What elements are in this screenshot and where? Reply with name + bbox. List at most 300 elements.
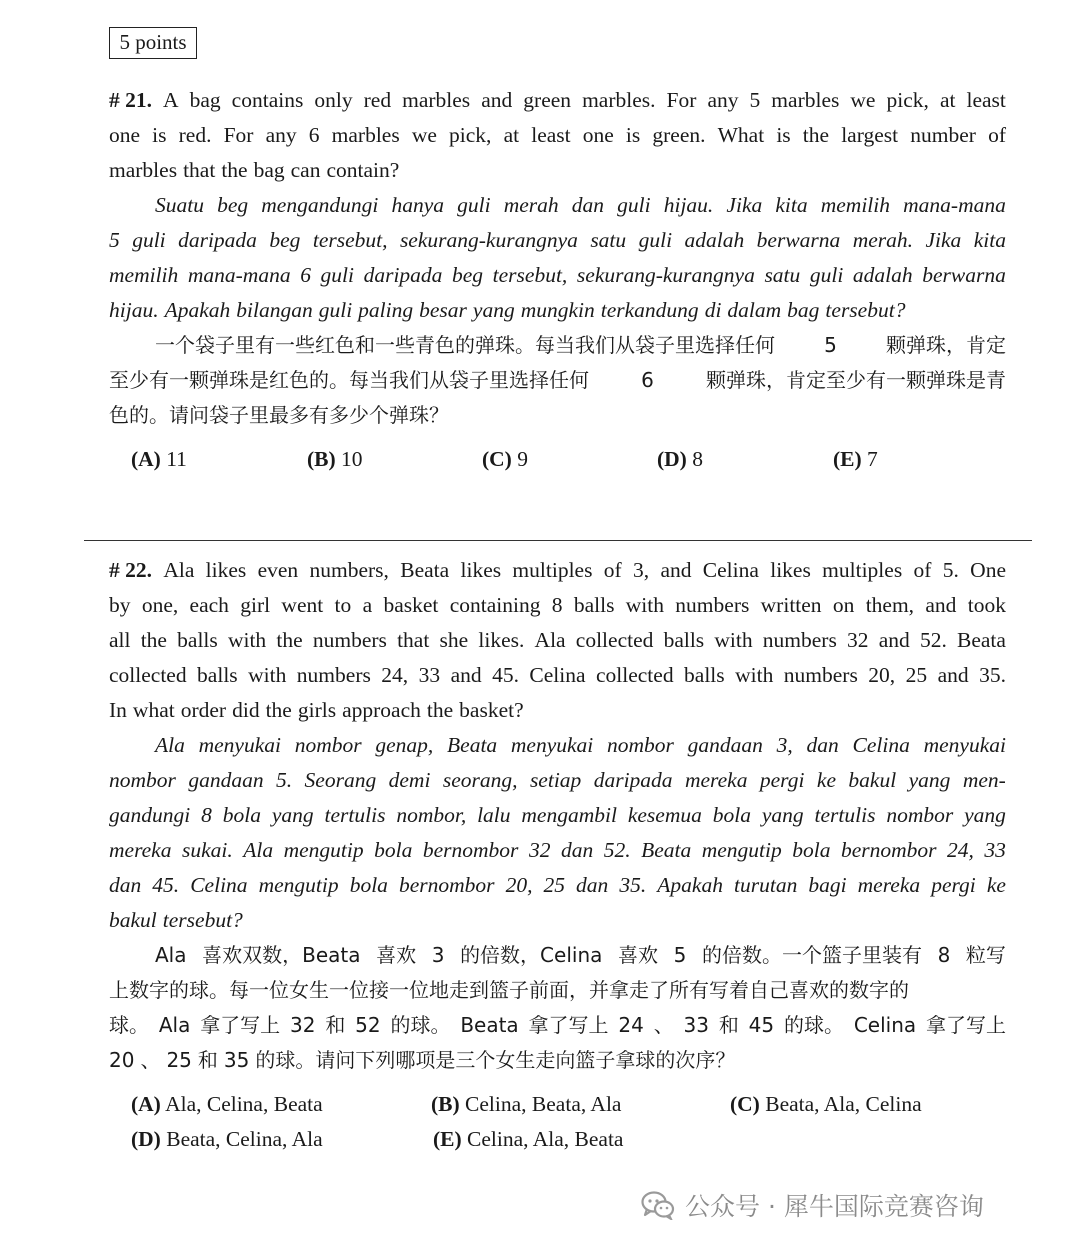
word: Beata [641,838,692,862]
word: marbles. [582,88,656,112]
word: balls [684,663,725,687]
q22-ms-line [109,870,1006,900]
word: 8 [937,943,951,967]
q22-choice-a [131,1089,323,1119]
word: is [625,123,641,147]
word: did [232,698,260,722]
word: numbers [675,593,750,617]
word: all [109,628,131,652]
word: In [109,698,127,722]
word: 6 [308,123,320,147]
word: Beata [447,733,498,757]
word: hijau. [663,193,714,217]
word: terkandung [600,298,699,322]
word: with [227,628,267,652]
word: Ala [155,943,187,967]
word: 8 [551,593,563,617]
word: Celina [190,873,248,897]
word: One [970,558,1006,582]
word: 24, [947,838,974,862]
word: 25 [166,1048,192,1072]
choice-label: (B) [431,1092,460,1116]
word: marbles [771,88,840,112]
word: paling [358,298,414,322]
word: 25 [543,873,565,897]
word: demi [388,768,431,792]
watermark [641,1183,984,1227]
word: any [707,88,739,112]
word: mengutip [258,873,339,897]
choice-text: 9 [517,447,528,471]
word: at [939,88,956,112]
q22-zh-line [109,1010,1006,1040]
word: menyukai [923,733,1006,757]
word: beg [269,228,301,252]
word: memilih [109,263,179,287]
word: kesemua [627,803,702,827]
q22-choice-b [431,1089,621,1119]
word: likes. [478,628,525,652]
choice-text: Ala, Celina, Beata [165,1092,323,1116]
word: Jika [726,193,763,217]
word: can [290,158,321,182]
q22-ms-line [109,905,1006,935]
word: bakul [109,908,157,932]
word: green. [652,123,706,147]
q22-ms-line [109,835,1006,865]
word: beg [452,263,484,287]
word: we [850,88,876,112]
word: 3 [431,943,445,967]
word: contain? [326,158,400,182]
word: berwarna [756,228,841,252]
word: nombor, [396,803,467,827]
word: mereka [684,768,748,792]
word: guli [318,298,353,322]
word: 的球。 [783,1013,844,1037]
word: bola [712,803,751,827]
word: number [910,123,976,147]
word: the [802,123,830,147]
word: 3, [776,733,793,757]
word: turutan [734,873,798,897]
word: 32 [847,628,869,652]
word: seorang, [442,768,518,792]
word: any [265,123,297,147]
word: 3, [633,558,650,582]
word: multiples [512,558,593,582]
word: that [183,158,216,182]
word: a [362,593,373,617]
word: one, [141,593,179,617]
word: 色的。请问袋子里最多有多少个弹珠？ [109,403,449,427]
q22-zh-line [109,975,1006,1005]
word: 5. [276,768,293,792]
choice-label: (E) [833,447,862,471]
word: she [439,628,469,652]
word: menyukai [198,733,281,757]
word: satu [590,228,627,252]
word: guli [638,228,673,252]
word: sukai. [181,838,233,862]
word: 、 [140,1048,161,1072]
choice-label: (A) [131,447,161,471]
word: likes [460,558,502,582]
choice-label: (D) [657,447,687,471]
word: daripada [363,263,443,287]
word: dan [560,838,594,862]
word: What [717,123,765,147]
q21-zh-line [109,400,1006,430]
word: dan [806,733,839,757]
question-divider [84,540,1032,541]
q22-en-line [109,590,1006,620]
word: 45. [492,663,519,687]
word: 52 [355,1013,381,1037]
word: 45. [152,873,180,897]
q22-number: # 22. [109,558,152,582]
word: yang [271,803,314,827]
word: lalu [477,803,511,827]
q21-ms-line [109,260,1006,290]
word: 的倍数，Celina [460,943,603,967]
word: 32 [528,838,551,862]
word: marbles [402,88,471,112]
word: even [257,558,299,582]
word: bag [189,88,221,112]
word: besar [419,298,467,322]
word: with [735,663,774,687]
word: numbers [762,628,837,652]
word: mana-mana [187,263,291,287]
word: numbers [296,663,371,687]
word: 33 [683,1013,709,1037]
word: 的球。请问下列哪项是三个女生走向篮子拿球的次序？ [255,1048,736,1072]
word: written [760,593,822,617]
word: 至少有一颗弹珠是红色的。每当我们从袋子里选择任何 [109,368,589,392]
word: mengandungi [261,193,379,217]
word: 24, [381,663,409,687]
word: bag [787,298,820,322]
word: marbles [331,123,400,147]
q21-number: # 21. [109,88,152,112]
word: mengambil [521,803,617,827]
word: Beata [957,628,1006,652]
word: 拿了写上 [925,1013,1006,1037]
q21-en-line [109,155,1006,185]
word: numbers [783,663,858,687]
q21-choice-e [833,444,878,474]
word: For [223,123,254,147]
word: sekurang-kurangnya [399,228,578,252]
word: dan [109,873,142,897]
word: and [878,628,910,652]
word: Beata [460,1013,519,1037]
q21-ms-line [109,295,1006,325]
word: 拿了写上 [528,1013,609,1037]
word: 的球。 [390,1013,451,1037]
choice-text: Beata, Celina, Ala [166,1127,323,1151]
word: menyukai [510,733,594,757]
word: red. [178,123,212,147]
word: 5. [942,558,959,582]
word: with [248,663,287,687]
word: Ala [158,1013,191,1037]
word: pergi [759,768,805,792]
word: the [221,158,248,182]
word: Apakah [164,298,231,322]
word: 20, [868,663,896,687]
word: 、 [653,1013,674,1037]
word: at [503,123,520,147]
choice-text: 10 [341,447,363,471]
word: gandaan [687,733,763,757]
word: the [265,698,292,722]
word: Seorang [304,768,377,792]
word: least [966,88,1006,112]
word: 5 [749,88,761,112]
word: mereka [109,838,172,862]
q21-en-line [109,120,1006,150]
word: mana-mana [903,193,1006,217]
word: genap, [375,733,434,757]
q22-en-line [109,695,1006,725]
word: took [967,593,1006,617]
word: Celina [853,1013,917,1037]
word: 5 [824,333,837,357]
q22-zh-line [155,940,1006,970]
word: 和 [325,1013,346,1037]
word: basket [383,593,439,617]
word: mengutip [701,838,782,862]
word: with [714,628,753,652]
word: tersebut, [492,263,568,287]
word: yang [964,803,1006,827]
word: pick, [886,88,929,112]
word: tertulis [324,803,386,827]
word: 喜欢 [618,943,658,967]
word: bakul [848,768,897,792]
word: dalam [727,298,782,322]
choice-text: 11 [166,447,187,471]
word: 5 [109,228,120,252]
word: containing [449,593,541,617]
word: nombor [109,768,176,792]
word: 和 [718,1013,739,1037]
word: di [704,298,722,322]
word: merah. [852,228,914,252]
word: 6 [300,263,311,287]
word: 8 [201,803,212,827]
word: nombor [886,803,954,827]
q22-en-line [109,660,1006,690]
word: the [426,698,454,722]
word: mengutip [283,838,364,862]
word: Apakah [657,873,723,897]
word: gandungi [109,803,191,827]
word: bola [349,873,388,897]
word: balls [197,663,238,687]
word: nombor [607,733,674,757]
word: one [582,123,614,147]
word: 20, [505,873,533,897]
word: 5 [673,943,687,967]
word: kita [973,228,1006,252]
word: by [109,593,131,617]
word: guli [457,193,491,217]
word: bernombor [398,873,495,897]
word: what [132,698,175,722]
word: 45 [748,1013,775,1037]
word: tersebut, [312,228,388,252]
word: least [531,123,571,147]
word: Celina [529,663,586,687]
points-box: 5 points [109,27,197,59]
word: mungkin [520,298,595,322]
choice-label: (E) [433,1127,462,1151]
word: satu [764,263,801,287]
word: Ala [243,838,274,862]
q21-choice-d [657,444,703,474]
word: 一个袋子里有一些红色和一些青色的弹珠。每当我们从袋子里选择任何 [155,333,775,357]
word: we [411,123,437,147]
word: is [152,123,167,147]
word: Ala [163,558,195,582]
word: hanya [391,193,444,217]
q22-choice-e [433,1124,623,1154]
word: to [334,593,352,617]
word: mereka [857,873,921,897]
word: tersebut? [162,908,243,932]
word: multiples [822,558,903,582]
word: numbers [312,628,387,652]
word: of [603,558,622,582]
q22-ms-line [109,765,1006,795]
word: 6 [641,368,654,392]
word: setiap [529,768,582,792]
q21-zh-line [155,330,1006,360]
word: 52. [919,628,947,652]
word: bola [792,838,831,862]
wechat-icon [641,1190,675,1220]
choice-label: (A) [131,1092,161,1116]
word: 粒写 [965,943,1006,967]
word: Ala [155,733,185,757]
word: and [450,663,482,687]
word: 20 [109,1048,135,1072]
word: 33 [984,838,1006,862]
word: numbers, [309,558,389,582]
word: For [666,88,697,112]
word: beg [217,193,249,217]
q21-choice-b [307,444,363,474]
word: bola [222,803,261,827]
word: bola [374,838,413,862]
word: bag [253,158,285,182]
word: balls [177,628,218,652]
word: 24 [618,1013,644,1037]
word: 的倍数。一个篮子里装有 [701,943,922,967]
q21-ms-line [109,225,1006,255]
word: bernombor [840,838,937,862]
watermark-text: 公众号 · 犀牛国际竞赛咨询 [685,1192,984,1221]
q21-choice-a [131,444,187,474]
word: bagi [808,873,847,897]
word: adalah [684,228,745,252]
word: the [140,628,167,652]
q22-ms-line [109,800,1006,830]
word: 上数字的球。每一位女生一位接一位地走到篮子前面，并拿走了所有写着自己喜欢的数字的 [109,978,909,1002]
word: men- [962,768,1006,792]
word: gandaan [188,768,264,792]
word: 35 [223,1048,250,1072]
word: Jika [925,228,962,252]
word: nombor [294,733,362,757]
choice-label: (C) [482,447,512,471]
word: that [397,628,430,652]
word: 32 [290,1013,316,1037]
word: tertulis [814,803,876,827]
word: berwarna [922,263,1006,287]
word: daripada [178,228,257,252]
word: red [363,88,392,112]
word: A [163,88,179,112]
word: 喜欢双数，Beata [202,943,361,967]
q22-choice-c [730,1089,922,1119]
word: 25 [905,663,928,687]
word: daripada [593,768,673,792]
q21-choice-c [482,444,528,474]
word: 35. [979,663,1006,687]
word: largest [841,123,899,147]
word: dan [571,193,605,217]
word: Beata [400,558,450,582]
word: 喜欢 [376,943,417,967]
word: ke [986,873,1006,897]
word: of [913,558,932,582]
word: 52. [603,838,631,862]
word: yang [472,298,515,322]
word: guli [809,263,844,287]
word: 颗弹珠，肯定至少有一颗弹珠是青 [705,368,1006,392]
word: adalah [852,263,913,287]
choice-label: (C) [730,1092,760,1116]
word: hijau. [109,298,159,322]
word: collected [575,628,654,652]
word: ke [816,768,836,792]
word: and [925,593,957,617]
word: of [988,123,1006,147]
word: bilangan [236,298,313,322]
word: kita [775,193,808,217]
q21-en-line [109,85,1006,115]
word: tersebut? [825,298,906,322]
word: likes [770,558,811,582]
word: 35. [619,873,647,897]
q22-en-line [109,555,1006,585]
word: pergi [931,873,976,897]
word: likes [205,558,247,582]
word: Celina [852,733,910,757]
word: collected [109,663,187,687]
word: Suatu [155,193,204,217]
word: guli [617,193,651,217]
word: sekurang-kurangnya [576,263,755,287]
word: and [937,663,969,687]
word: yang [908,768,951,792]
choice-text: 8 [692,447,703,471]
word: guli [320,263,354,287]
